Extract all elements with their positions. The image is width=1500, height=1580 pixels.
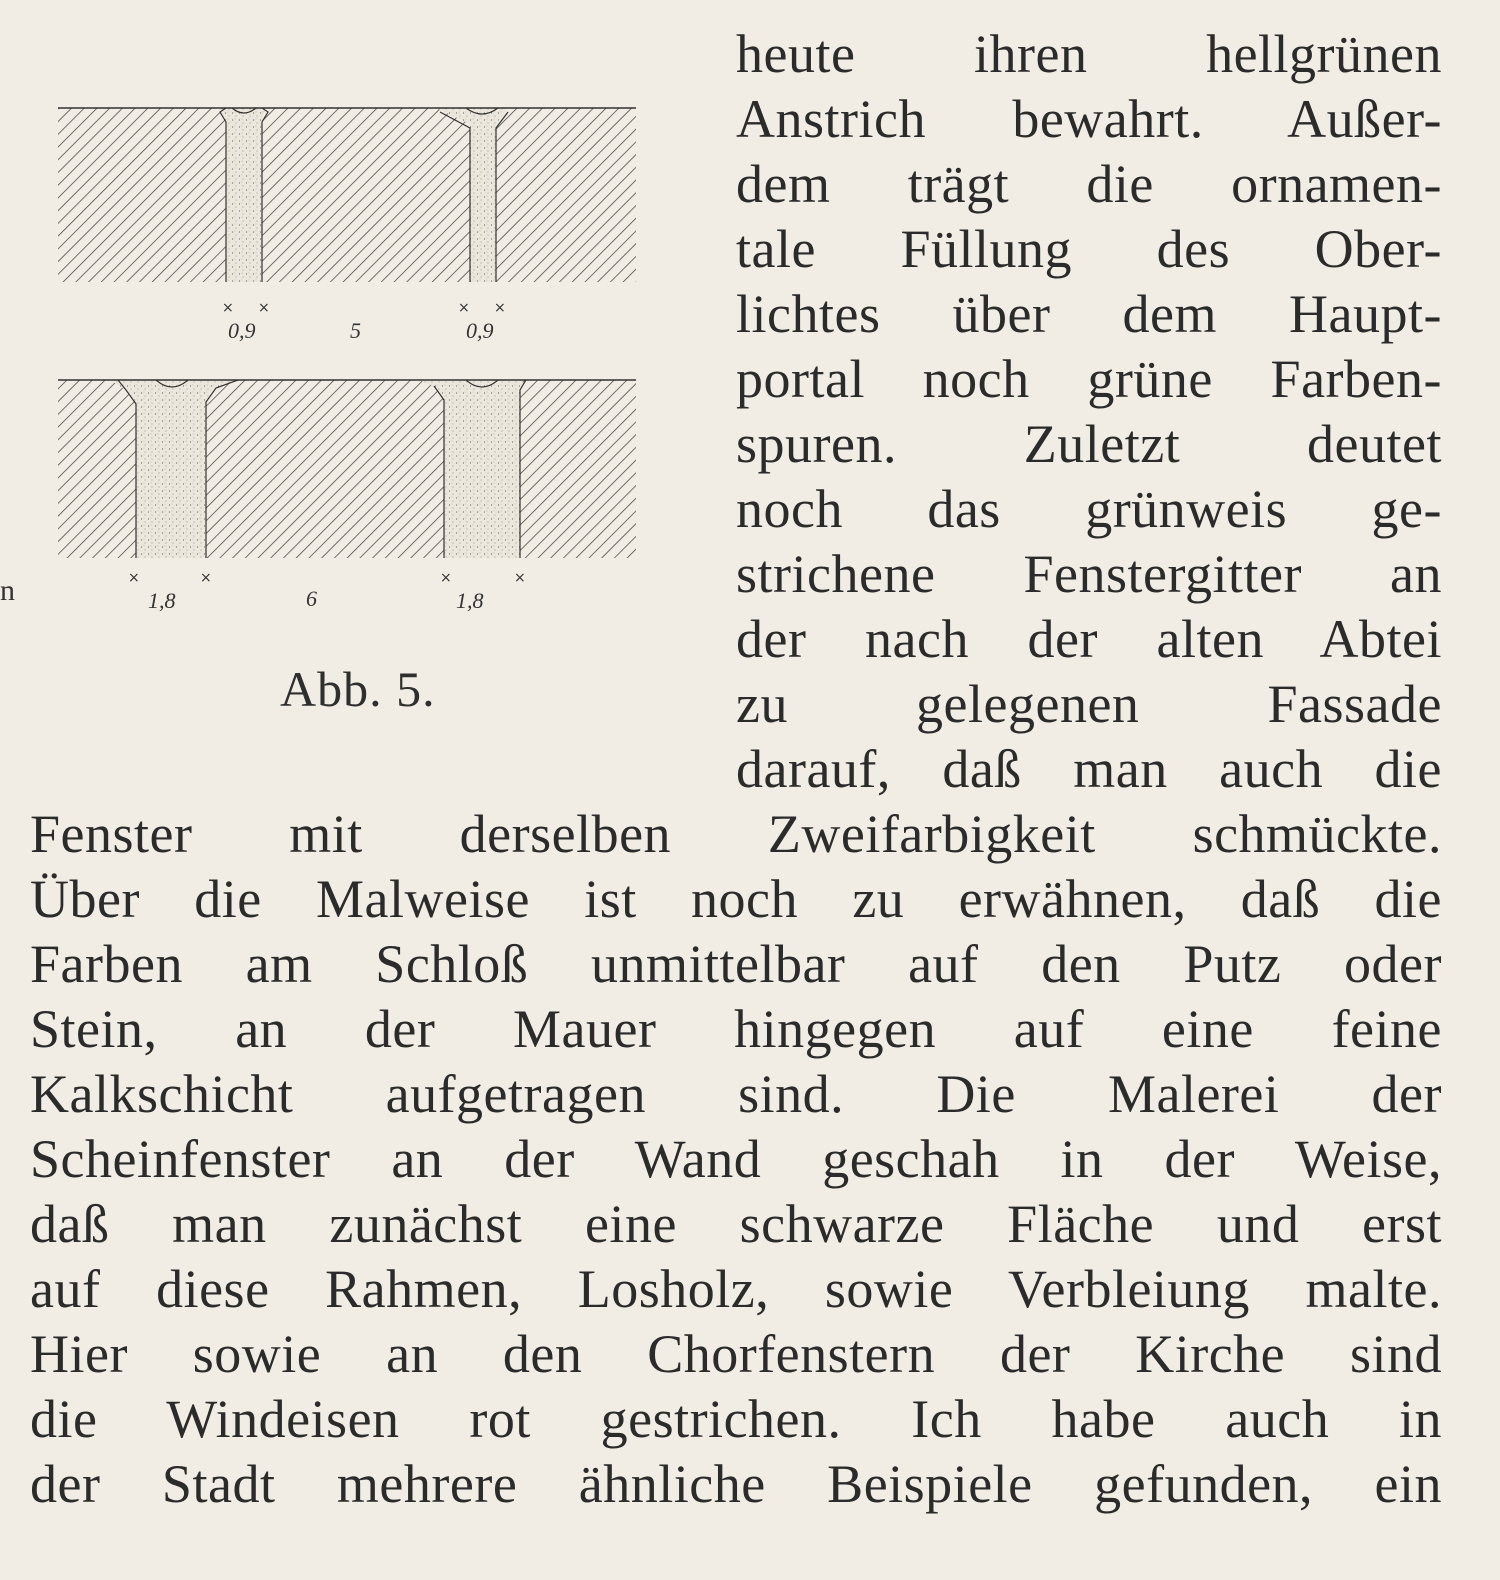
section-diagram [0, 90, 680, 730]
text-line: portal noch grüne Farben- [736, 349, 1442, 409]
text-line: Farben am Schloß unmittelbar auf den Putz oder [30, 934, 1442, 994]
cross-mark: × [514, 570, 526, 586]
text-line: Fenster mit derselben Zweifarbigkeit schmückte. [30, 804, 1442, 864]
bottom-dimension-labels [0, 570, 526, 613]
text-line: zu gelegenen Fassade [736, 674, 1442, 734]
cross-mark: × [458, 300, 470, 316]
label-bottom-right: 1,8 [456, 588, 484, 613]
label-top-right: 0,9 [466, 318, 494, 343]
text-line: der nach der alten Abtei [736, 609, 1442, 669]
text-line: noch das grünweis ge- [736, 479, 1442, 539]
cross-mark: × [128, 570, 140, 586]
text-line: spuren. Zuletzt deutet [736, 414, 1442, 474]
text-line: die Windeisen rot gestrichen. Ich habe auch in [30, 1389, 1442, 1449]
text-line: darauf, daß man auch die [736, 739, 1442, 799]
bottom-section [58, 380, 636, 558]
label-top-mid: 5 [350, 318, 361, 343]
text-line: der Stadt mehrere ähnliche Beispiele gefunden, ein [30, 1454, 1442, 1514]
text-line: dem trägt die ornamen- [736, 154, 1442, 214]
text-line: Hier sowie an den Chorfenstern der Kirche sind [30, 1324, 1442, 1384]
cross-mark: × [200, 570, 212, 586]
label-bottom-mid: 6 [306, 586, 317, 611]
text-line: Scheinfenster an der Wand geschah in der Weise, [30, 1129, 1442, 1189]
figure-caption: Abb. 5. [280, 661, 436, 717]
text-line: Über die Malweise ist noch zu erwähnen, daß die [30, 869, 1442, 929]
text-line: lichtes über dem Haupt- [736, 284, 1442, 344]
text-line: heute ihren hellgrünen [736, 24, 1442, 84]
figure-section-drawing [0, 90, 680, 730]
text-line: daß man zunächst eine schwarze Fläche und erst [30, 1194, 1442, 1254]
cross-mark: × [222, 300, 234, 316]
text-line: Anstrich bewahrt. Außer- [736, 89, 1442, 149]
top-dimension-labels [222, 300, 506, 343]
text-line: Stein, an der Mauer hingegen auf eine feine [30, 999, 1442, 1059]
top-section [58, 108, 636, 282]
cross-mark: × [258, 300, 270, 316]
label-bottom-left: 1,8 [148, 588, 176, 613]
text-line: Kalkschicht aufgetragen sind. Die Malerei der [30, 1064, 1442, 1124]
cross-mark: × [494, 300, 506, 316]
cross-mark: × [440, 570, 452, 586]
text-line: strichene Fenstergitter an [736, 544, 1442, 604]
margin-letter: n [0, 574, 15, 607]
text-line: auf diese Rahmen, Losholz, sowie Verbleiung malte. [30, 1259, 1442, 1319]
text-line: tale Füllung des Ober- [736, 219, 1442, 279]
label-top-left: 0,9 [228, 318, 256, 343]
